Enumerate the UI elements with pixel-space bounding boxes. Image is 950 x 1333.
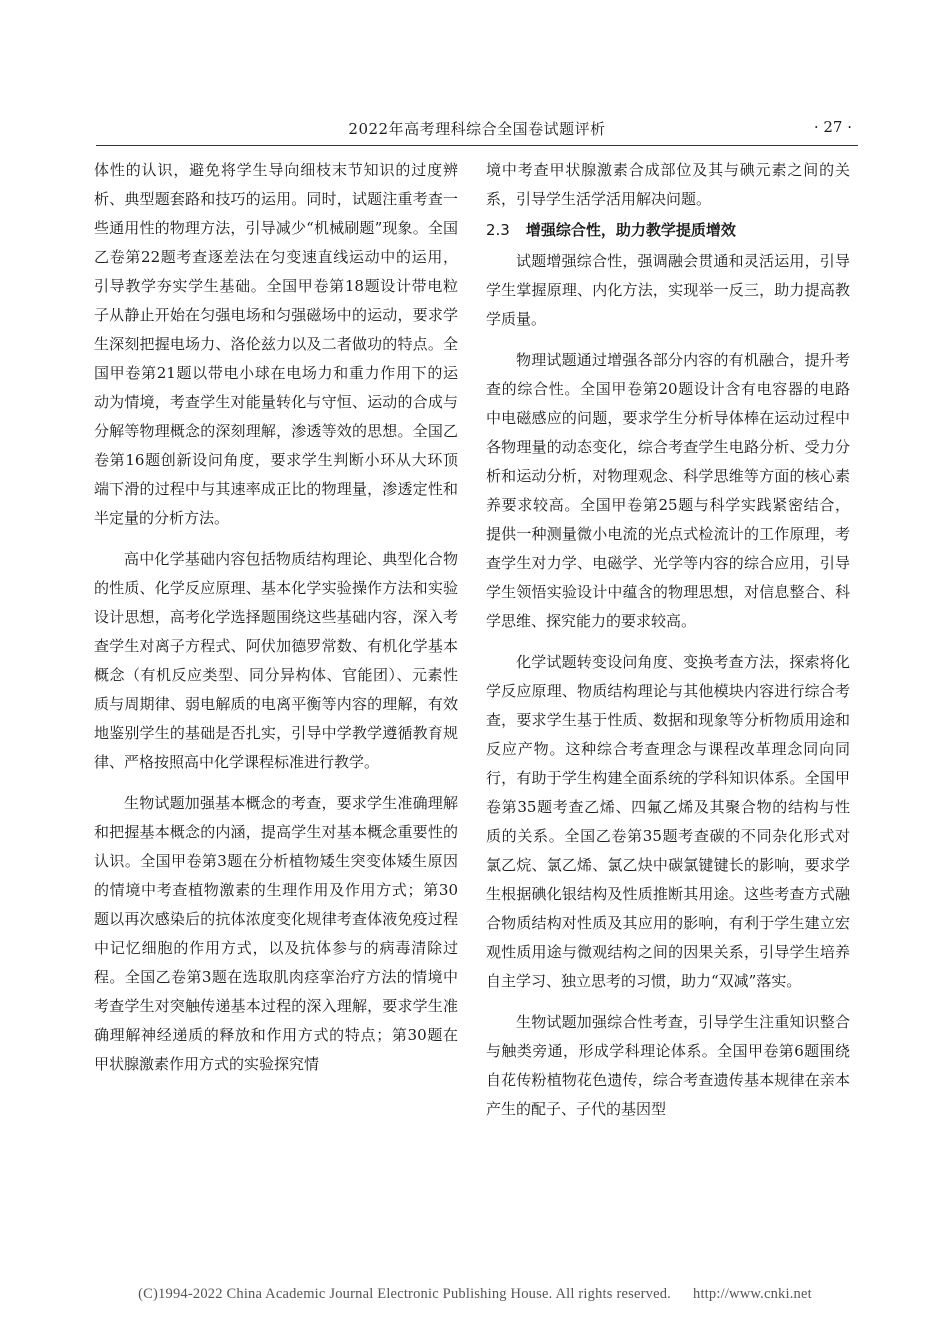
cnki-link[interactable]: http://www.cnki.net [693,1286,812,1302]
paragraph: 试题增强综合性，强调融会贯通和灵活运用，引导学生掌握原理、内化方法，实现举一反三，助力提高教学质量。 [486,252,850,328]
paragraph: 化学试题转变设问角度、变换考查方法，探索将化学反应原理、物质结构理论与其他模块内容进行综合考查，要求学生基于性质、数据和现象等分析物质用途和反应产物。这种综合考查理念与课程改革理念同向同行，有助于学生构建全面系统的学科知识体系。全国甲卷第35题考查乙烯、四氟乙烯及其聚合物的结构与性质的关系。全国乙卷第35题考查碳的不同杂化形式对氯乙烷、氯乙烯、氯乙炔中碳氯键键长的影响，要求学生根据碘化银结构及性质推断其用途。这些考查方式融合物质结构对性质及其应用的影响，有利于学生建立宏观性质用途与微观结构之间的因果关系，引导学生培养自主学习、独立思考的习惯，助力“双减”落实。 [486,653,850,990]
section-number: 2.3 [486,221,510,239]
page-number: · 27 · [813,118,852,136]
header-rule [96,145,858,146]
section-title: 增强综合性，助力教学提质增效 [525,221,736,239]
copyright-footer [0,1286,950,1303]
paragraph: 境中考查甲状腺激素合成部位及其与碘元素之间的关系，引导学生活学活用解决问题。 [486,161,850,208]
paragraph: 物理试题通过增强各部分内容的有机融合，提升考查的综合性。全国甲卷第20题设计含有电容器的电路中电磁感应的问题，要求学生分析导体棒在运动过程中各物理量的动态变化，综合考查学生电路分析、受力分析和运动分析，对物理观念、科学思维等方面的核心素养要求较高。全国甲卷第25题与科学实践紧密结合，提供一种测量微小电流的光点式检流计的工作原理，考查学生对力学、电磁学、光学等内容的综合应用，引导学生领悟实验设计中蕴含的物理思想，对信息整合、科学思维、探究能力的要求较高。 [486,351,850,630]
paragraph: 生物试题加强基本概念的考查，要求学生准确理解和把握基本概念的内涵，提高学生对基本概念重要性的认识。全国甲卷第3题在分析植物矮生突变体矮生原因的情境中考查植物激素的生理作用及作用方式；第30题以再次感染后的抗体浓度变化规律考查体液免疫过程中记忆细胞的作用方式，以及抗体参与的病毒清除过程。全国乙卷第3题在选取肌肉痉挛治疗方法的情境中考查学生对突触传递基本过程的深入理解，要求学生准确理解神经递质的释放和作用方式的特点；第30题在甲状腺激素作用方式的实验探究情 [94,794,458,1073]
running-header [96,114,858,146]
right-column [486,156,850,1124]
paragraph: 生物试题加强综合性考查，引导学生注重知识整合与触类旁通，形成学科理论体系。全国甲卷第6题围绕自花传粉植物花色遗传，综合考查遗传基本规律在亲本产生的配子、子代的基因型 [486,1013,850,1118]
paragraph: 体性的认识，避免将学生导向细枝末节知识的过度辨析、典型题套路和技巧的运用。同时，试题注重考查一些通用性的物理方法，引导减少“机械刷题”现象。全国乙卷第22题考查逐差法在匀变速直线运动中的运用，引导教学夯实学生基础。全国甲卷第18题设计带电粒子从静止开始在匀强电场和匀强磁场中的运动，要求学生深刻把握电场力、洛伦兹力以及二者做功的特点。全国甲卷第21题以带电小球在电场力和重力作用下的运动为情境，考查学生对能量转化与守恒、运动的合成与分解等物理概念的深刻理解，渗透等效的思想。全国乙卷第16题创新设问角度，要求学生判断小环从大环顶端下滑的过程中与其速率成正比的物理量，渗透定性和半定量的分析方法。 [94,161,458,527]
section-heading [486,216,850,245]
journal-article-title: 2022年高考理科综合全国卷试题评析 [348,120,606,138]
copyright-text: (C)1994-2022 China Academic Journal Electronic Publishing House. All rights reserved. [138,1286,671,1302]
paragraph: 高中化学基础内容包括物质结构理论、典型化合物的性质、化学反应原理、基本化学实验操作方法和实验设计思想，高考化学选择题围绕这些基础内容，深入考查学生对离子方程式、阿伏加德罗常数、有机化学基本概念（有机反应类型、同分异构体、官能团）、元素性质与周期律、弱电解质的电离平衡等内容的理解，有效地鉴别学生的基础是否扎实，引导中学教学遵循教育规律、严格按照高中化学课程标准进行教学。 [94,550,458,771]
left-column [94,156,458,1079]
